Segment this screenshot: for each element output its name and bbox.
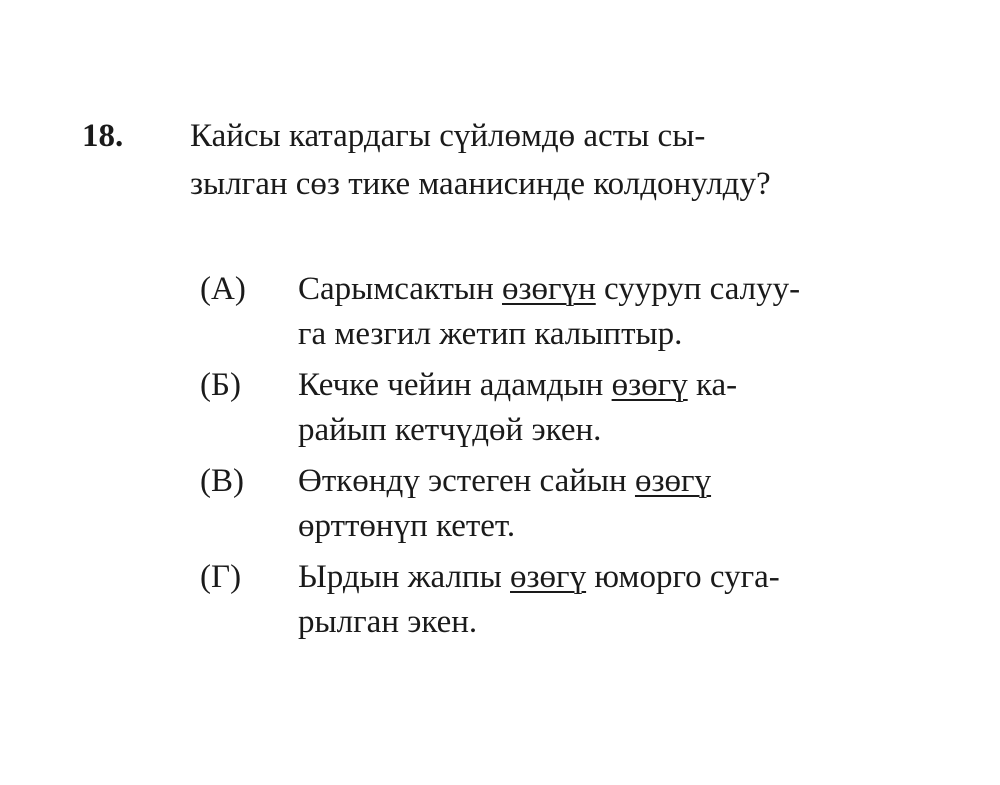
option-g[interactable] <box>200 555 960 651</box>
option-b-underlined-word: өзөгү <box>611 367 688 403</box>
option-v-text <box>298 459 938 549</box>
option-a-text-after: сууруп салуу- <box>595 271 801 307</box>
option-g-label: (Г) <box>200 559 242 595</box>
question-text-line-2: зылган сөз тике маанисинде колдонулду? <box>190 166 771 202</box>
option-g-text-before: Ырдын жалпы <box>298 559 511 595</box>
option-b-text-before: Кечке чейин адамдын <box>298 367 612 403</box>
option-a-label: (А) <box>200 271 246 307</box>
option-v-line-1 <box>298 459 938 504</box>
option-b[interactable] <box>200 363 960 459</box>
option-a-text <box>298 267 938 357</box>
option-a[interactable] <box>200 267 960 363</box>
option-a-line-2: га мезгил жетип калыптыр. <box>298 316 683 352</box>
option-b-line-1 <box>298 363 938 408</box>
option-g-text <box>298 555 938 645</box>
question-text-line-1: Кайсы катардагы сүйлөмдө асты сы- <box>190 118 706 154</box>
option-v[interactable] <box>200 459 960 555</box>
option-a-text-before: Сарымсактын <box>298 271 503 307</box>
option-v-line-2: өрттөнүп кетет. <box>298 508 516 544</box>
option-v-label: (В) <box>200 463 244 499</box>
option-a-underlined-word: өзөгүн <box>502 271 596 307</box>
option-g-text-after: юморго суга- <box>586 559 780 595</box>
answer-options <box>200 267 960 651</box>
option-b-text-after: ка- <box>687 367 738 403</box>
option-b-label: (Б) <box>200 367 241 403</box>
option-g-line-2: рылган экен. <box>298 604 478 640</box>
option-v-text-before: Өткөндү эстеген сайын <box>298 463 635 499</box>
option-v-underlined-word: өзөгү <box>634 463 712 499</box>
question-number: 18. <box>82 118 124 154</box>
question-text <box>190 112 950 208</box>
option-b-text <box>298 363 938 453</box>
option-a-line-1 <box>298 267 938 312</box>
option-b-line-2: райып кетчүдөй экен. <box>298 412 602 448</box>
option-g-line-1 <box>298 555 938 600</box>
option-g-underlined-word: өзөгү <box>510 559 587 595</box>
